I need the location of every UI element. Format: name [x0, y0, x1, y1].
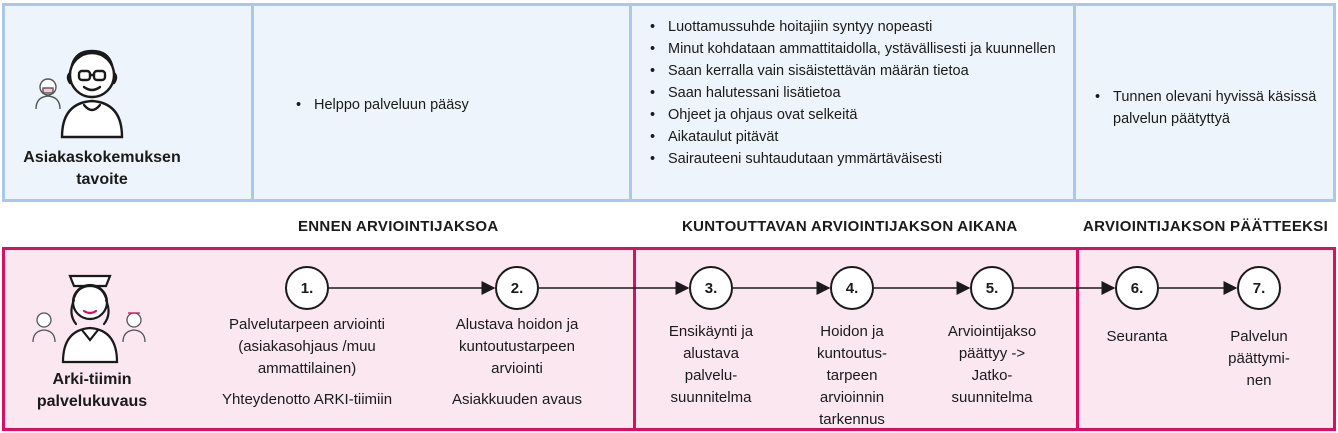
- step-1-text: Palvelutarpeen arviointi (asiakasohjaus /muu ammattilainen): [229, 316, 385, 377]
- step-3-text: Ensikäynti ja alustava palvelu-suunnitelma: [668, 323, 754, 406]
- phase-header-during: KUNTOUTTAVAN ARVIOINTIJAKSON AIKANA: [682, 218, 1018, 235]
- step-3-circle: 3.: [689, 266, 733, 310]
- step-7-text: Palvelun päättymi-nen: [1228, 328, 1290, 389]
- goal-bullet-item: • Tunnen olevani hyvissä käsissä palvelun päätyttyä: [1091, 86, 1323, 130]
- goal-bullet-item: • Helppo palveluun pääsy: [292, 94, 612, 116]
- goal-bullet-item: • Sairauteeni suhtaudutaan ymmärtäväisesti: [646, 148, 1064, 170]
- step-6-text: Seuranta: [1106, 328, 1168, 345]
- goal-bullet-item: • Ohjeet ja ohjaus ovat selkeitä: [646, 104, 1064, 126]
- step-2-extra: Asiakkuuden avaus: [451, 391, 583, 408]
- goal-bullet-item: • Minut kohdataan ammattitaidolla, ystävällisesti ja kuunnellen: [646, 38, 1064, 60]
- phase-header-end: ARVIOINTIJAKSON PÄÄTTEEKSI: [1083, 218, 1329, 235]
- goal-bullet-item: • Saan kerralla vain sisäistettävän määrän tietoa: [646, 60, 1064, 82]
- step-4-text: Hoidon ja kuntoutus-tarpeen arvioinnin tarkennus: [816, 323, 888, 428]
- step-6-circle: 6.: [1115, 266, 1159, 310]
- step-4-circle: 4.: [830, 266, 874, 310]
- step-2-circle: 2.: [495, 266, 539, 310]
- step-7-circle: 7.: [1237, 266, 1281, 310]
- step-5-text: Arviointijakso päättyy -> Jatko-suunnitelma: [947, 323, 1037, 406]
- customer-goal-label: Asiakaskokemuksen tavoite: [23, 149, 181, 188]
- service-label: Arki-tiimin palvelukuvaus: [36, 371, 148, 410]
- goal-bullet-item: • Luottamussuhde hoitajiin syntyy nopeasti: [646, 16, 1064, 38]
- goal-bullet-item: • Saan halutessani lisätietoa: [646, 82, 1064, 104]
- step-5-circle: 5.: [970, 266, 1014, 310]
- step-1-circle: 1.: [285, 266, 329, 310]
- goal-bullet-item: • Aikataulut pitävät: [646, 126, 1064, 148]
- step-2-text: Alustava hoidon ja kuntoutustarpeen arviointi: [455, 316, 579, 377]
- step-1-extra: Yhteydenotto ARKI-tiimiin: [221, 391, 393, 408]
- phase-header-before: ENNEN ARVIOINTIJAKSOA: [298, 218, 499, 235]
